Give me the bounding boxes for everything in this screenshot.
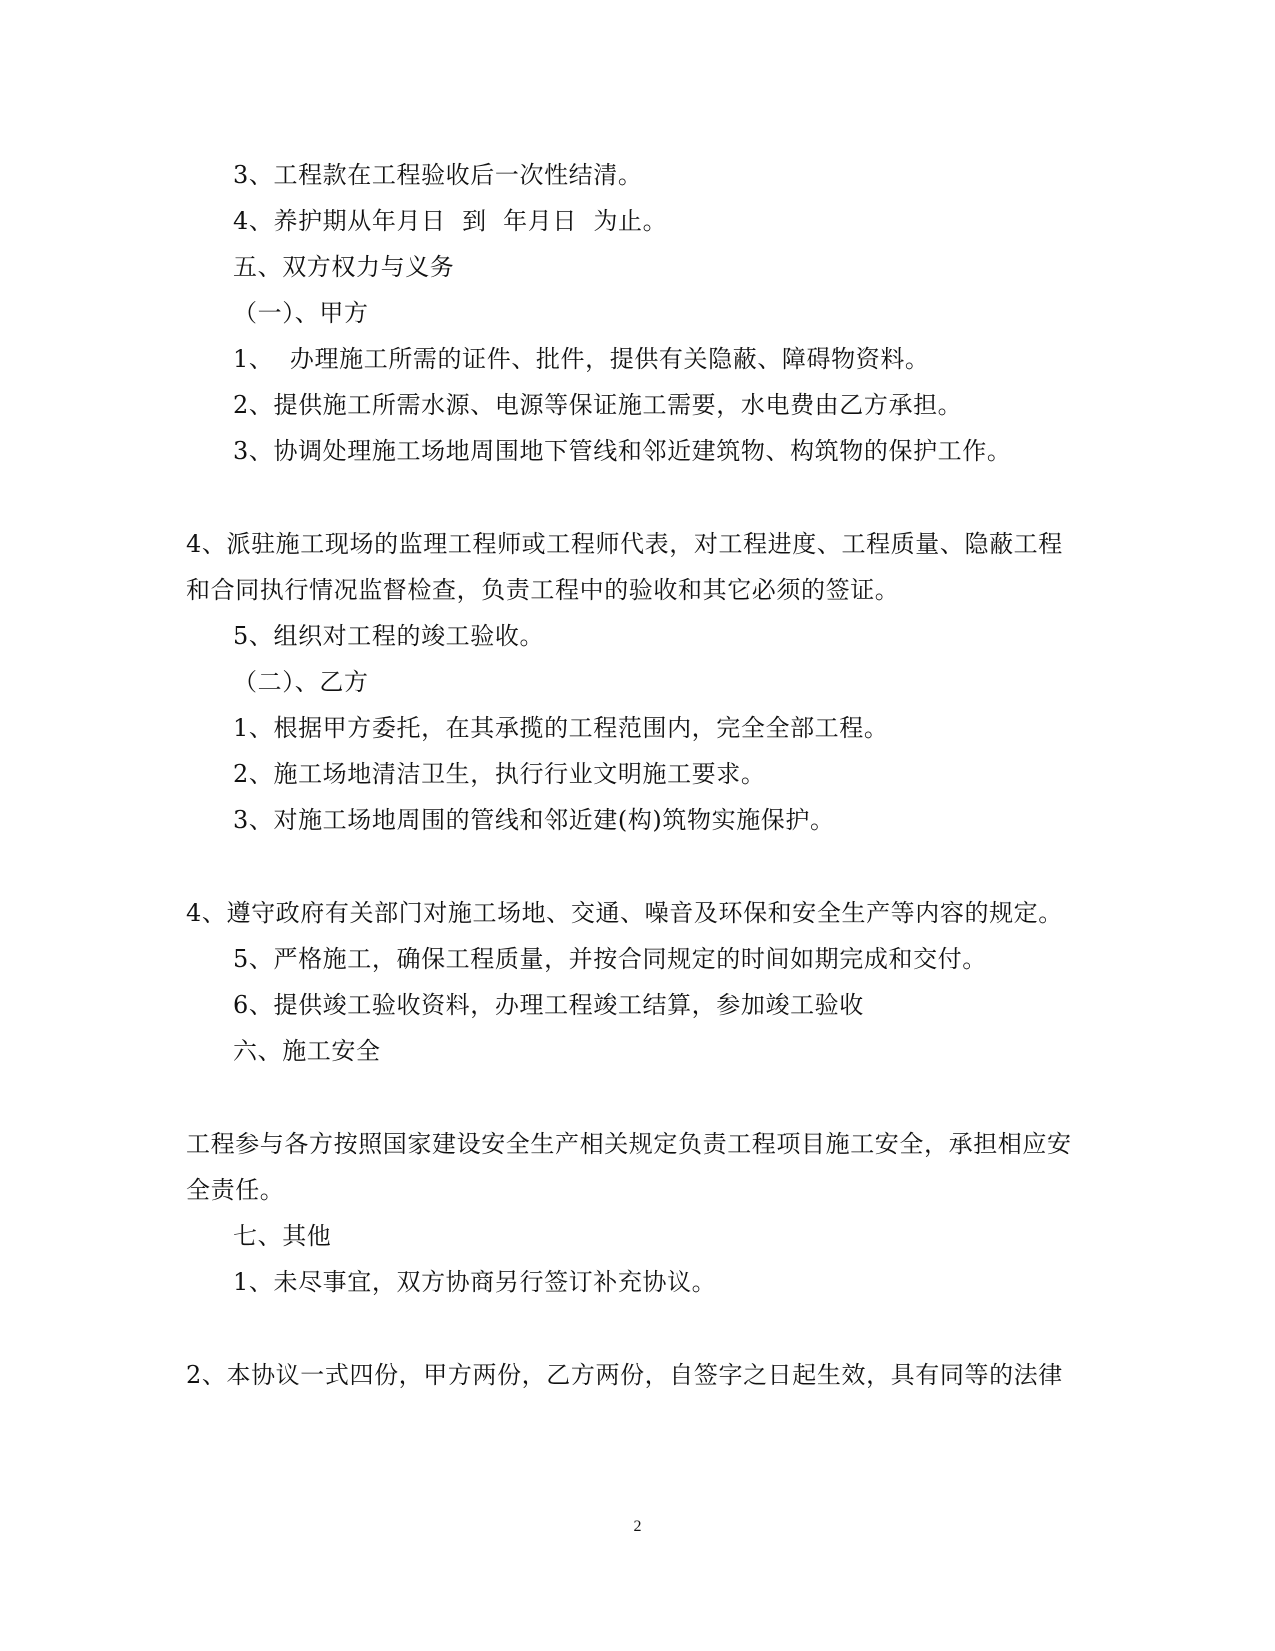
clause-line: 3、工程款在工程验收后一次性结清。 bbox=[233, 161, 643, 189]
section-heading: 五、双方权力与义务 bbox=[233, 253, 455, 281]
section-heading: 六、施工安全 bbox=[233, 1037, 381, 1065]
clause-line: 6、提供竣工验收资料，办理工程竣工结算，参加竣工验收 bbox=[233, 991, 864, 1019]
page-number: 2 bbox=[633, 1518, 642, 1535]
subsection-heading: （一）、甲方 bbox=[233, 299, 369, 327]
clause-line: 1、未尽事宜，双方协商另行签订补充协议。 bbox=[233, 1268, 717, 1296]
clause-line: 4、派驻施工现场的监理工程师或工程师代表，对工程进度、工程质量、隐蔽工程 bbox=[186, 530, 1063, 558]
clause-line: 全责任。 bbox=[186, 1176, 285, 1204]
clause-line: 3、协调处理施工场地周围地下管线和邻近建筑物、构筑物的保护工作。 bbox=[233, 437, 1012, 465]
clause-line: 5、严格施工，确保工程质量，并按合同规定的时间如期完成和交付。 bbox=[233, 945, 987, 973]
clause-line: 1、 办理施工所需的证件、批件，提供有关隐蔽、障碍物资料。 bbox=[233, 345, 930, 373]
clause-line: 2、提供施工所需水源、电源等保证施工需要，水电费由乙方承担。 bbox=[233, 391, 963, 419]
section-heading: 七、其他 bbox=[233, 1222, 332, 1250]
clause-line: 工程参与各方按照国家建设安全生产相关规定负责工程项目施工安全，承担相应安 bbox=[186, 1130, 1072, 1158]
clause-line: 5、组织对工程的竣工验收。 bbox=[233, 622, 545, 650]
subsection-heading: （二）、乙方 bbox=[233, 668, 369, 696]
clause-line: 1、根据甲方委托，在其承揽的工程范围内，完全全部工程。 bbox=[233, 714, 889, 742]
clause-line: 2、本协议一式四份，甲方两份，乙方两份，自签字之日起生效，具有同等的法律 bbox=[186, 1361, 1063, 1389]
clause-line: 3、对施工场地周围的管线和邻近建(构)筑物实施保护。 bbox=[233, 806, 835, 834]
clause-line: 4、养护期从年月日 到 年月日 为止。 bbox=[233, 207, 668, 235]
clause-line: 和合同执行情况监督检查，负责工程中的验收和其它必须的签证。 bbox=[186, 576, 900, 604]
clause-line: 4、遵守政府有关部门对施工场地、交通、噪音及环保和安全生产等内容的规定。 bbox=[186, 899, 1063, 927]
clause-line: 2、施工场地清洁卫生，执行行业文明施工要求。 bbox=[233, 760, 766, 788]
